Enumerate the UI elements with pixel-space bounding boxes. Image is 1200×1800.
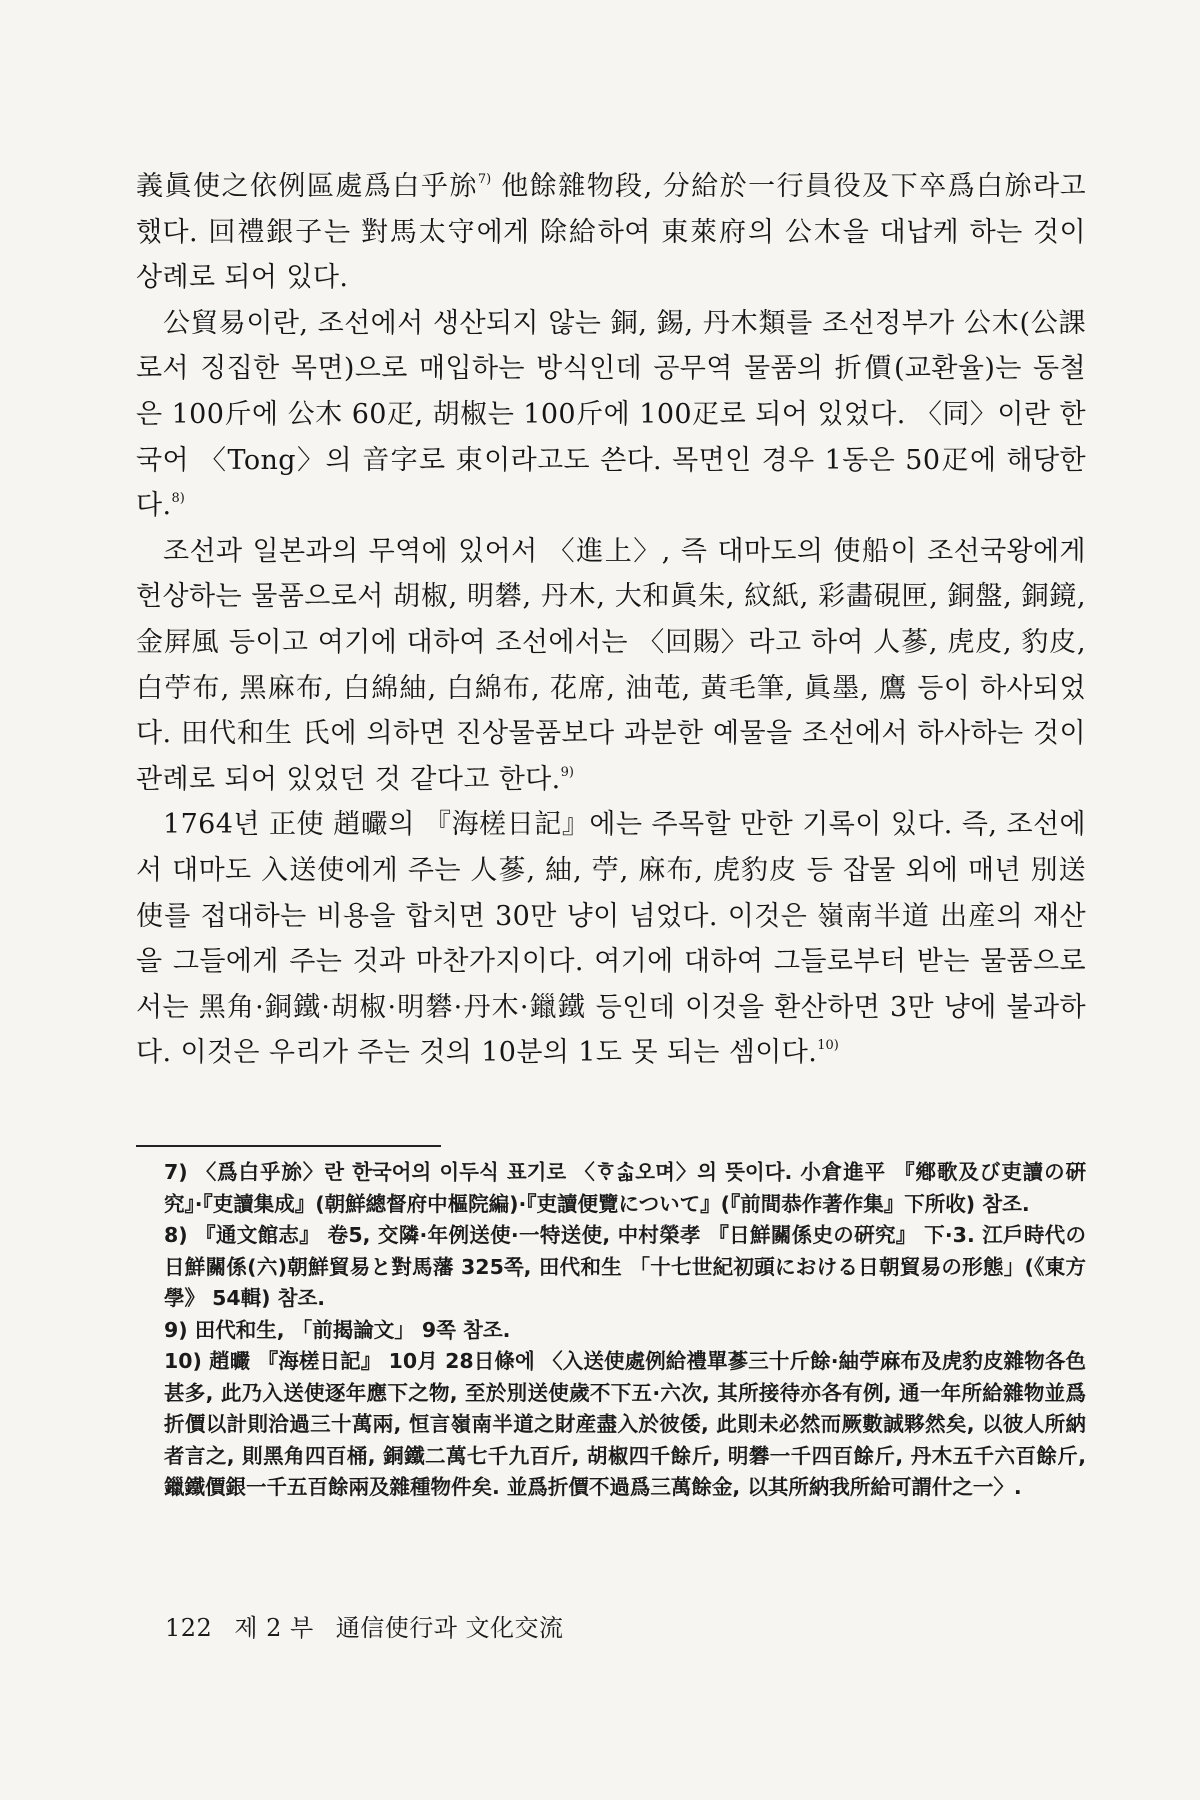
paragraph-3: 조선과 일본과의 무역에 있어서 〈進上〉, 즉 대마도의 使船이 조선국왕에게 헌상하는 물품으로서 胡椒, 明礬, 丹木, 大和眞朱, 紋紙, 彩畵硯匣, 銅盤, 銅鏡, 金屛風 등이고 여기에 대하여 조선에서는 〈回賜〉라고 하여 人蔘, 虎皮, 豹皮, 白苧布, 黑麻布, 白綿紬, 白綿布, 花席, 油芚, 黃毛筆, 眞墨, 鷹 등이 하사되었다. 田代和生 氏에 의하면 진상물품보다 과분한 예물을 조선에서 하사하는 것이 관례로 되어 있었던 것 같다고 한다.$^{9)}$ bbox=[136, 535, 1086, 795]
footnote-ref-10: 10) bbox=[817, 1038, 839, 1054]
footnote-ref-9: 9) bbox=[560, 764, 574, 780]
section-title: 通信使行과 文化交流 bbox=[335, 1614, 564, 1642]
footnote-8: 8) 『通文館志』 卷5, 交隣·年例送使·一特送使, 中村榮孝 『日鮮關係史の硏究』 下·3. 江戶時代の日鮮關係(六)朝鮮貿易と對馬藩 325쪽, 田代和生 「十七世紀初頭における日朝貿易の形態」(《東方學》 54輯) 참조. bbox=[164, 1223, 1086, 1310]
footnote-ref-7: 7) bbox=[477, 172, 492, 187]
paragraph-1: 義眞使之依例區處爲白乎旀$^{7)}$ 他餘雜物段, 分給於一行員役及下卒爲白旀라고 했다. 回禮銀子는 對馬太守에게 除給하여 東萊府의 公木을 대납케 하는 것이 상례로 되어 있다. bbox=[136, 171, 1086, 294]
footnotes bbox=[136, 1157, 1086, 1504]
footnote-10: 10) 趙曮 『海槎日記』 10月 28日條에 〈入送使處例給禮單蔘三十斤餘·紬苧麻布及虎豹皮雜物各色甚多, 此乃入送使逐年應下之物, 至於別送使歲不下五·六次, 其所接待亦各有例, 通一年所給雜物並爲折價以計則洽過三十萬兩, 恒言嶺南半道之財産盡入於彼倭, 此則未必然而厥數誠夥然矣, 以彼人所納者言之, 則黑角四百桶, 銅鐵二萬七千九百斤, 胡椒四千餘斤, 明礬一千四百餘斤, 丹木五千六百餘斤, 鑞鐵價銀一千五百餘兩及雜種物件矣. 並爲折價不過爲三萬餘金, 以其所納我所給可謂什之一〉. bbox=[164, 1349, 1086, 1499]
page-footer bbox=[165, 1608, 586, 1643]
footnote-ref-8: 8) bbox=[171, 491, 185, 507]
main-text bbox=[136, 164, 1086, 1076]
paragraph-4: 1764년 正使 趙曮의 『海槎日記』에는 주목할 만한 기록이 있다. 즉, 조선에서 대마도 入送使에게 주는 人蔘, 紬, 苧, 麻布, 虎豹皮 등 잡물 외에 매년 別送使를 접대하는 비용을 합치면 30만 냥이 넘었다. 이것은 嶺南半道 出産의 재산을 그들에게 주는 것과 마찬가지이다. 여기에 대하여 그들로부터 받는 물품으로서는 黑角·銅鐵·胡椒·明礬·丹木·鑞鐵 등인데 이것을 환산하면 3만 냥에 불과하다. 이것은 우리가 주는 것의 10분의 1도 못 되는 셈이다.$^{10)}$ bbox=[136, 809, 1086, 1069]
footnote-divider bbox=[136, 1145, 441, 1147]
part-label: 제 2 부 bbox=[234, 1614, 314, 1642]
paragraph-2: 公貿易이란, 조선에서 생산되지 않는 銅, 錫, 丹木類를 조선정부가 公木(公課로서 징집한 목면)으로 매입하는 방식인데 공무역 물품의 折價(교환율)는 동철은 100斤에 公木 60疋, 胡椒는 100斤에 100疋로 되어 있었다. 〈同〉이란 한국어 〈Tong〉의 音字로 束이라고도 쓴다. 목면인 경우 1동은 50疋에 해당한다.$^{8)}$ bbox=[136, 307, 1086, 522]
footnote-7: 7) 〈爲白乎旀〉란 한국어의 이두식 표기로 〈ᄒᆞᄉᆞᆲ오며〉의 뜻이다. 小倉進平 『鄕歌及び吏讀の硏究』·『吏讀集成』(朝鮮總督府中樞院編)·『吏讀便覽について』(『前間恭作著作集』下所收) 참조. bbox=[164, 1160, 1086, 1216]
footnote-9: 9) 田代和生, 「前揭論文」 9쪽 참조. bbox=[164, 1317, 511, 1342]
page-number: 122 bbox=[165, 1614, 213, 1642]
